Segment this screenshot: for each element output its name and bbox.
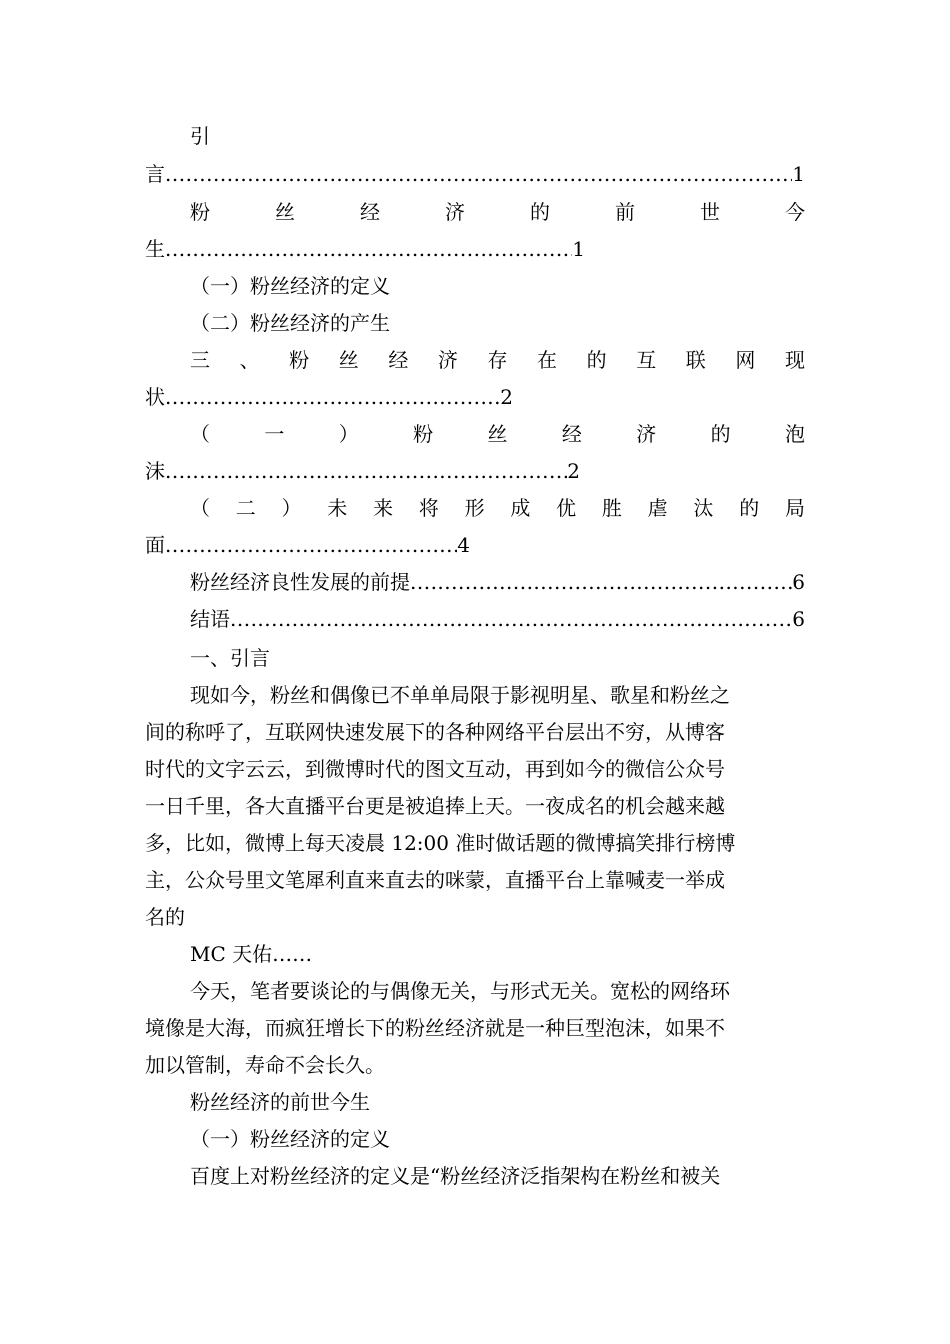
toc-char: 局 [784,496,805,520]
section-heading-intro: 一、引言 [190,646,270,670]
toc-entry-3[interactable]: （一）粉丝经济的定义 [190,274,390,298]
paragraph-line: 多，比如，微博上每天凌晨 12:00 准时做话题的微博搞笑排行榜博 [145,831,736,855]
paragraph-line: 今天，笔者要谈论的与偶像无关，与形式无关。宽松的网络环 [190,979,730,1003]
toc-entry-5-line2[interactable] [145,383,513,411]
toc-char: 丝 [338,348,359,372]
toc-entry-1-page: 1 [792,162,805,186]
toc-entry-9-page: 6 [792,607,805,631]
toc-char: 胜 [601,496,622,520]
toc-char: 经 [561,422,582,446]
toc-char: 现 [784,348,805,372]
subsection-heading-definition: （一）粉丝经济的定义 [190,1127,390,1151]
toc-char: 存 [487,348,508,372]
toc-leader-dots [165,383,500,411]
paragraph-line: 百度上对粉丝经济的定义是“粉丝经济泛指架构在粉丝和被关 [190,1164,721,1188]
toc-entry-2-line1 [190,198,805,226]
toc-char: 粉 [289,348,310,372]
toc-entry-7-page: 4 [457,533,470,557]
paragraph-line: 时代的文字云云，到微博时代的图文互动，再到如今的微信公众号 [145,757,725,781]
toc-entry-8-page: 6 [792,570,805,594]
toc-char: 济 [636,422,657,446]
toc-entry-8[interactable] [190,568,805,596]
toc-entry-5-line1 [190,346,805,374]
toc-char: 粉 [190,200,210,224]
toc-char: 经 [360,200,380,224]
toc-char: 经 [388,348,409,372]
toc-char: 的 [586,348,607,372]
paragraph-line: 境像是大海，而疯狂增长下的粉丝经济就是一种巨型泡沫，如果不 [145,1016,725,1040]
toc-entry-7-title-b: 面 [145,533,165,557]
toc-char: 丝 [275,200,295,224]
toc-char: （ [190,496,210,520]
toc-leader-dots [165,160,792,188]
paragraph-line: 一日千里，各大直播平台更是被追捧上天。一夜成名的机会越来越 [145,794,725,818]
toc-entry-7-line1 [190,494,805,522]
toc-entry-2-title-b: 生 [145,237,165,261]
toc-entry-1-title-a: 引 [190,124,210,148]
toc-entry-6-page: 2 [567,459,580,483]
paragraph-line: 名的 [145,905,185,929]
toc-char: ） [281,496,302,520]
toc-leader-dots [165,531,457,559]
toc-char: 粉 [413,422,434,446]
toc-char: 成 [510,496,531,520]
toc-entry-6-line2[interactable] [145,457,580,485]
toc-char: 的 [710,422,731,446]
toc-char: 在 [537,348,558,372]
toc-entry-6-line1 [190,420,805,448]
toc-entry-8-title: 粉丝经济良性发展的前提 [190,570,410,594]
toc-entry-9-title: 结语 [190,607,230,631]
toc-leader-dots [165,235,572,263]
toc-char: 济 [437,348,458,372]
paragraph-line: 主，公众号里文笔犀利直来直去的咪蒙，直播平台上靠喊麦一举成 [145,868,725,892]
toc-char: 网 [735,348,756,372]
toc-char: 的 [530,200,550,224]
toc-entry-2-line2[interactable] [145,235,585,263]
toc-entry-2-page: 1 [572,237,585,261]
toc-char: ） [338,422,359,446]
toc-char: 互 [636,348,657,372]
toc-entry-1-line2[interactable] [145,160,805,188]
toc-char: 的 [739,496,760,520]
toc-char: 、 [239,348,260,372]
toc-char: 丝 [487,422,508,446]
toc-entry-9[interactable] [190,605,805,633]
toc-char: 优 [556,496,577,520]
toc-leader-dots [230,605,792,633]
toc-char: 前 [615,200,635,224]
toc-leader-dots [410,568,792,596]
toc-entry-1-title-b: 言 [145,162,165,186]
toc-entry-5-page: 2 [500,385,513,409]
toc-char: 联 [685,348,706,372]
toc-char: 一 [264,422,285,446]
toc-char: 今 [785,200,805,224]
section-heading-history: 粉丝经济的前世今生 [190,1090,370,1114]
toc-leader-dots [165,457,567,485]
toc-entry-5-title-b: 状 [145,385,165,409]
toc-entry-1-line1 [190,122,805,150]
toc-char: 汰 [693,496,714,520]
toc-char: 虐 [647,496,668,520]
paragraph-line: 加以管制，寿命不会长久。 [145,1053,385,1077]
toc-char: 泡 [785,422,805,446]
toc-char: 形 [464,496,485,520]
toc-entry-6-title-b: 沫 [145,459,165,483]
paragraph-line: 现如今，粉丝和偶像已不单单局限于影视明星、歌星和粉丝之 [190,683,730,707]
toc-char: 三 [190,348,210,372]
toc-entry-7-line2[interactable] [145,531,470,559]
toc-char: 世 [700,200,720,224]
toc-char: 来 [373,496,394,520]
paragraph-line: MC 天佑…… [190,942,313,966]
toc-char: 未 [327,496,348,520]
toc-char: （ [190,422,210,446]
toc-char: 将 [418,496,439,520]
toc-char: 济 [445,200,465,224]
toc-entry-4[interactable]: （二）粉丝经济的产生 [190,311,390,335]
paragraph-line: 间的称呼了，互联网快速发展下的各种网络平台层出不穷，从博客 [145,720,725,744]
toc-char: 二 [235,496,256,520]
